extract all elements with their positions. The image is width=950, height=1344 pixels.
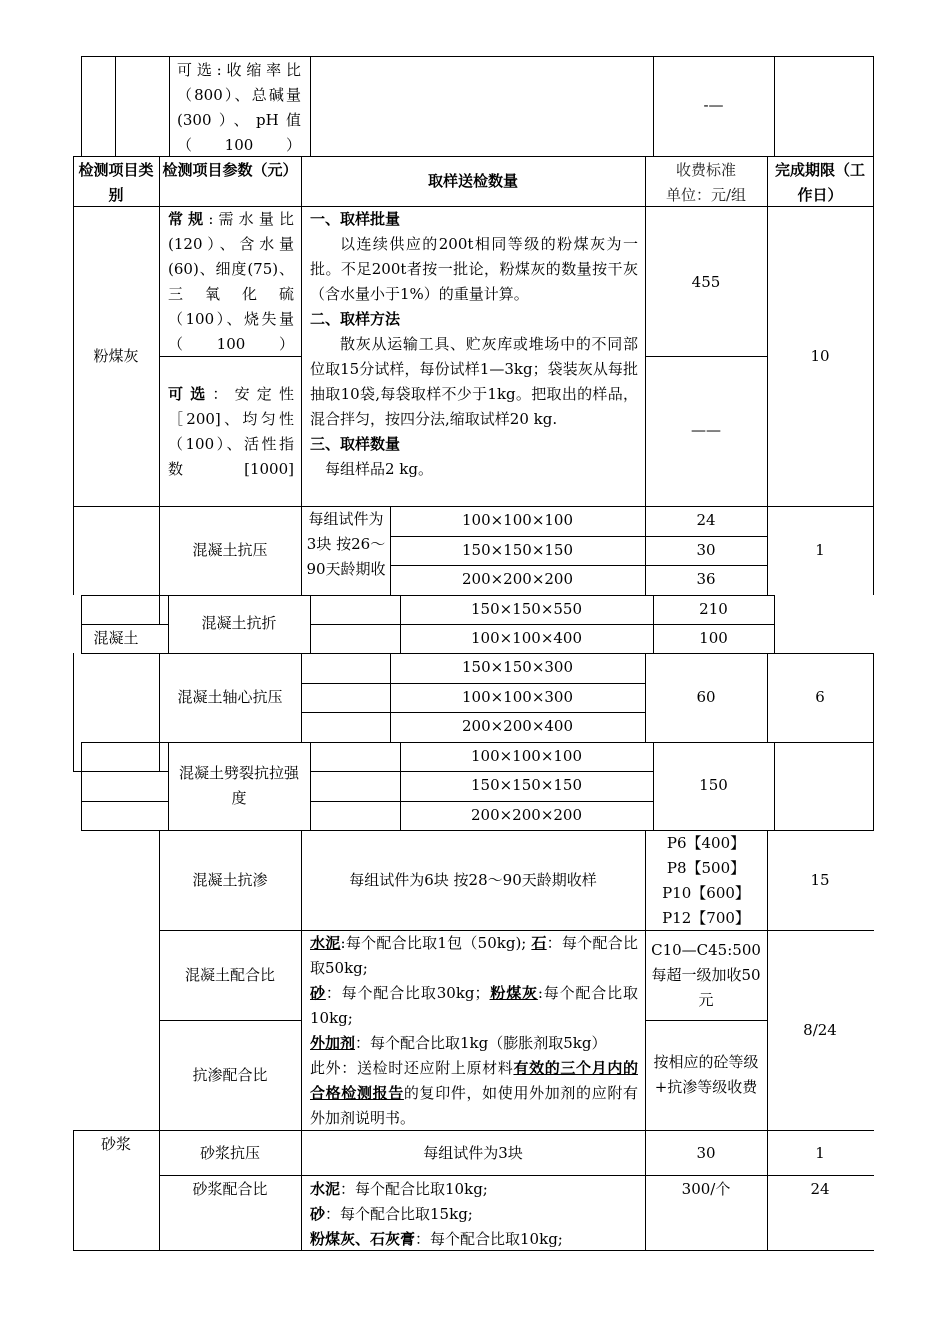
fly-ash-fee-routine: 455: [691, 273, 721, 291]
mortar-mix-deadline: 24: [810, 1180, 830, 1198]
fly-ash-sampling: [310, 207, 638, 482]
fly-ash-h1: 一、取样批量: [310, 210, 401, 228]
split-fee: 150: [699, 776, 728, 794]
concrete-split-name: 混凝土劈裂抗拉强度: [178, 764, 299, 807]
fly-ash-h2: 二、取样方法: [310, 310, 401, 328]
mortar-mix-sampling: 水泥：每个配合比取10kg; 砂：每个配合比取15kg; 粉煤灰、石灰膏：每个配合比取10kg;: [310, 1180, 563, 1248]
header-category: 检测项目类别: [78, 161, 154, 204]
compressive-fee-3: 36: [696, 570, 716, 588]
split-size-1: 100×100×100: [470, 747, 583, 765]
fly-ash-category: 粉煤灰: [93, 347, 139, 365]
axial-fee: 60: [696, 688, 716, 706]
axial-size-1: 150×150×300: [461, 658, 574, 676]
mortar-compressive-name: 砂浆抗压: [199, 1144, 260, 1162]
mix-sampling: 水泥:每个配合比取1包（50kg); 石：每个配合比取50kg; 砂：每个配合比取30kg；粉煤灰:每个配合比取10kg; 外加剂：每个配合比取1kg（膨胀剂取5kg） 此外：送检时还应附上原材料有效的三个月内的合格检测报告的复印件，如使用外加剂的应附有外加剂说明书。: [310, 934, 638, 1127]
routine-label: 常规: [168, 210, 209, 228]
fly-ash-fee-optional: ——: [691, 421, 721, 439]
imp-fee-p8: P8【500】: [666, 859, 746, 877]
concrete-axial-name: 混凝土轴心抗压: [177, 688, 283, 706]
impermeability-deadline: 15: [810, 871, 830, 889]
compressive-deadline: 1: [815, 541, 825, 559]
imp-fee-p10: P10【600】: [662, 884, 750, 902]
concrete-mix-name: 混凝土配合比: [184, 966, 275, 984]
concrete-category: 混凝土: [93, 629, 139, 647]
header-sampling: 取样送检数量: [427, 172, 518, 190]
mortar-compressive-fee: 30: [696, 1144, 716, 1162]
fly-ash-deadline: 10: [810, 347, 830, 365]
mortar-category: 砂浆: [100, 1135, 131, 1153]
concrete-mix-fee: C10—C45:500每超一级加收50元: [651, 941, 761, 1009]
axial-size-3: 200×200×400: [461, 717, 574, 735]
compressive-size-2: 150×150×150: [461, 541, 574, 559]
concrete-compressive-sampling: 每组试件为3块 按26～90天龄期收: [306, 510, 386, 578]
fly-ash-p3: 每组样品2 kg。: [325, 460, 434, 478]
impermeability-fees: [645, 831, 767, 931]
compressive-size-3: 200×200×200: [461, 570, 574, 588]
compressive-fee-2: 30: [696, 541, 716, 559]
flexural-size-1: 150×150×550: [470, 600, 583, 618]
fly-ash-p1: 以连续供应的200t相同等级的粉煤灰为一批。不足200t者按一批论，粉煤灰的数量按干灰（含水量小于1%）的重量计算。: [310, 235, 638, 303]
header-fee: [645, 158, 767, 208]
split-size-2: 150×150×150: [470, 776, 583, 794]
imp-fee-p12: P12【700】: [662, 909, 750, 927]
header-deadline: 完成期限（工作日）: [774, 161, 865, 204]
flexural-fee-2: 100: [699, 629, 728, 647]
header-fee-line1: 收费标准: [675, 161, 736, 179]
compressive-size-1: 100×100×100: [461, 511, 574, 529]
flexural-size-2: 100×100×400: [470, 629, 583, 647]
mortar-compressive-sampling: 每组试件为3块: [423, 1144, 523, 1162]
mortar-compressive-deadline: 1: [815, 1144, 825, 1162]
imp-fee-p6: P6【400】: [666, 834, 746, 852]
imp-mix-fee: 按相应的砼等级+抗渗等级收费: [653, 1053, 759, 1096]
fly-ash-optional: 可选：安定性［200]、均匀性（100）、活性指数[1000]: [168, 385, 294, 478]
axial-size-2: 100×100×300: [461, 688, 574, 706]
top-optional-params: 可选:收缩率比（800）、总碱量(300）、pH值（100）: [177, 61, 301, 154]
header-fee-line2: 单位：元/组: [665, 186, 747, 204]
fly-ash-h3: 三、取样数量: [310, 435, 401, 453]
concrete-impermeability-name: 混凝土抗渗: [192, 871, 268, 889]
top-fee: -—: [703, 96, 724, 114]
mortar-mix-name: 砂浆配合比: [192, 1180, 268, 1198]
mortar-mix-fee: 300/个: [681, 1180, 731, 1198]
imp-mix-name: 抗渗配合比: [192, 1066, 268, 1084]
optional-label: 可选: [168, 385, 213, 403]
concrete-compressive-name: 混凝土抗压: [192, 541, 268, 559]
mix-deadline: 8/24: [803, 1021, 837, 1039]
concrete-flexural-name: 混凝土抗折: [201, 614, 277, 632]
impermeability-sampling: 每组试件为6块 按28～90天龄期收样: [349, 871, 597, 889]
header-params: 检测项目参数（元）: [162, 161, 298, 179]
axial-deadline: 6: [815, 688, 825, 706]
split-size-3: 200×200×200: [470, 806, 583, 824]
fly-ash-routine: 常规:需水量比(120）、含水量(60)、细度(75)、三氧化硫（100）、烧失量（100）: [168, 210, 294, 353]
compressive-fee-1: 24: [696, 511, 716, 529]
fly-ash-p2: 散灰从运输工具、贮灰库或堆场中的不同部位取15分试样，每份试样1—3kg；袋装灰从每批抽取10袋,每袋取样不少于1kg。把取出的样品，混合拌匀，按四分法,缩取试样20 kg.: [310, 335, 638, 428]
flexural-fee-1: 210: [699, 600, 728, 618]
